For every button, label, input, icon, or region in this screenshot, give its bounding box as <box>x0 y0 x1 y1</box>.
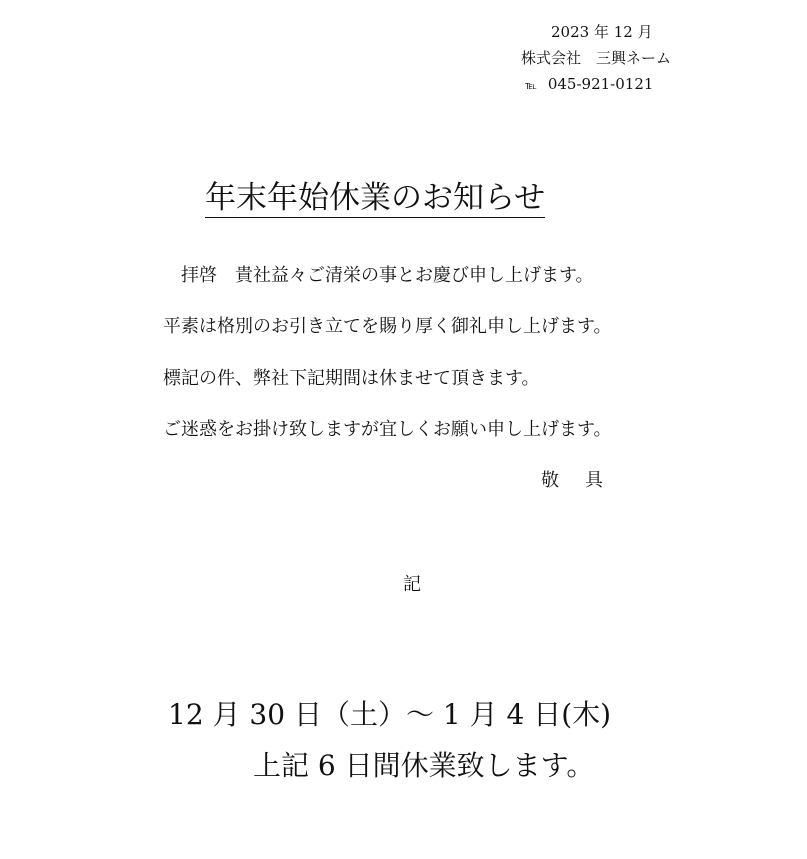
phone-number: 045-921-0121 <box>547 75 654 93</box>
document-date: 2023 年 12 月 <box>551 23 653 41</box>
notice-title: 年末年始休業のお知らせ <box>205 180 546 216</box>
holiday-note: 上記 6 日間休業致します。 <box>253 749 595 782</box>
closure-line: 標記の件、弊社下記期間は休ませて頂きます。 <box>163 368 540 389</box>
apology-line: ご迷惑をお掛け致しますが宜しくお願い申し上げます。 <box>163 419 612 440</box>
ki-heading: 記 <box>403 574 421 595</box>
telephone-mark: ℡ <box>525 79 536 92</box>
company-phone <box>525 77 653 92</box>
holiday-period: 12 月 30 日（土）～ 1 月 4 日(木) <box>168 698 612 731</box>
company-name: 株式会社 三興ネーム <box>521 49 672 67</box>
greeting-line: 拝啓 貴社益々ご清栄の事とお慶び申し上げます。 <box>181 265 594 286</box>
thanks-line: 平素は格別のお引き立てを賜り厚く御礼申し上げます。 <box>163 316 612 337</box>
closing-word: 敬 具 <box>541 470 607 491</box>
